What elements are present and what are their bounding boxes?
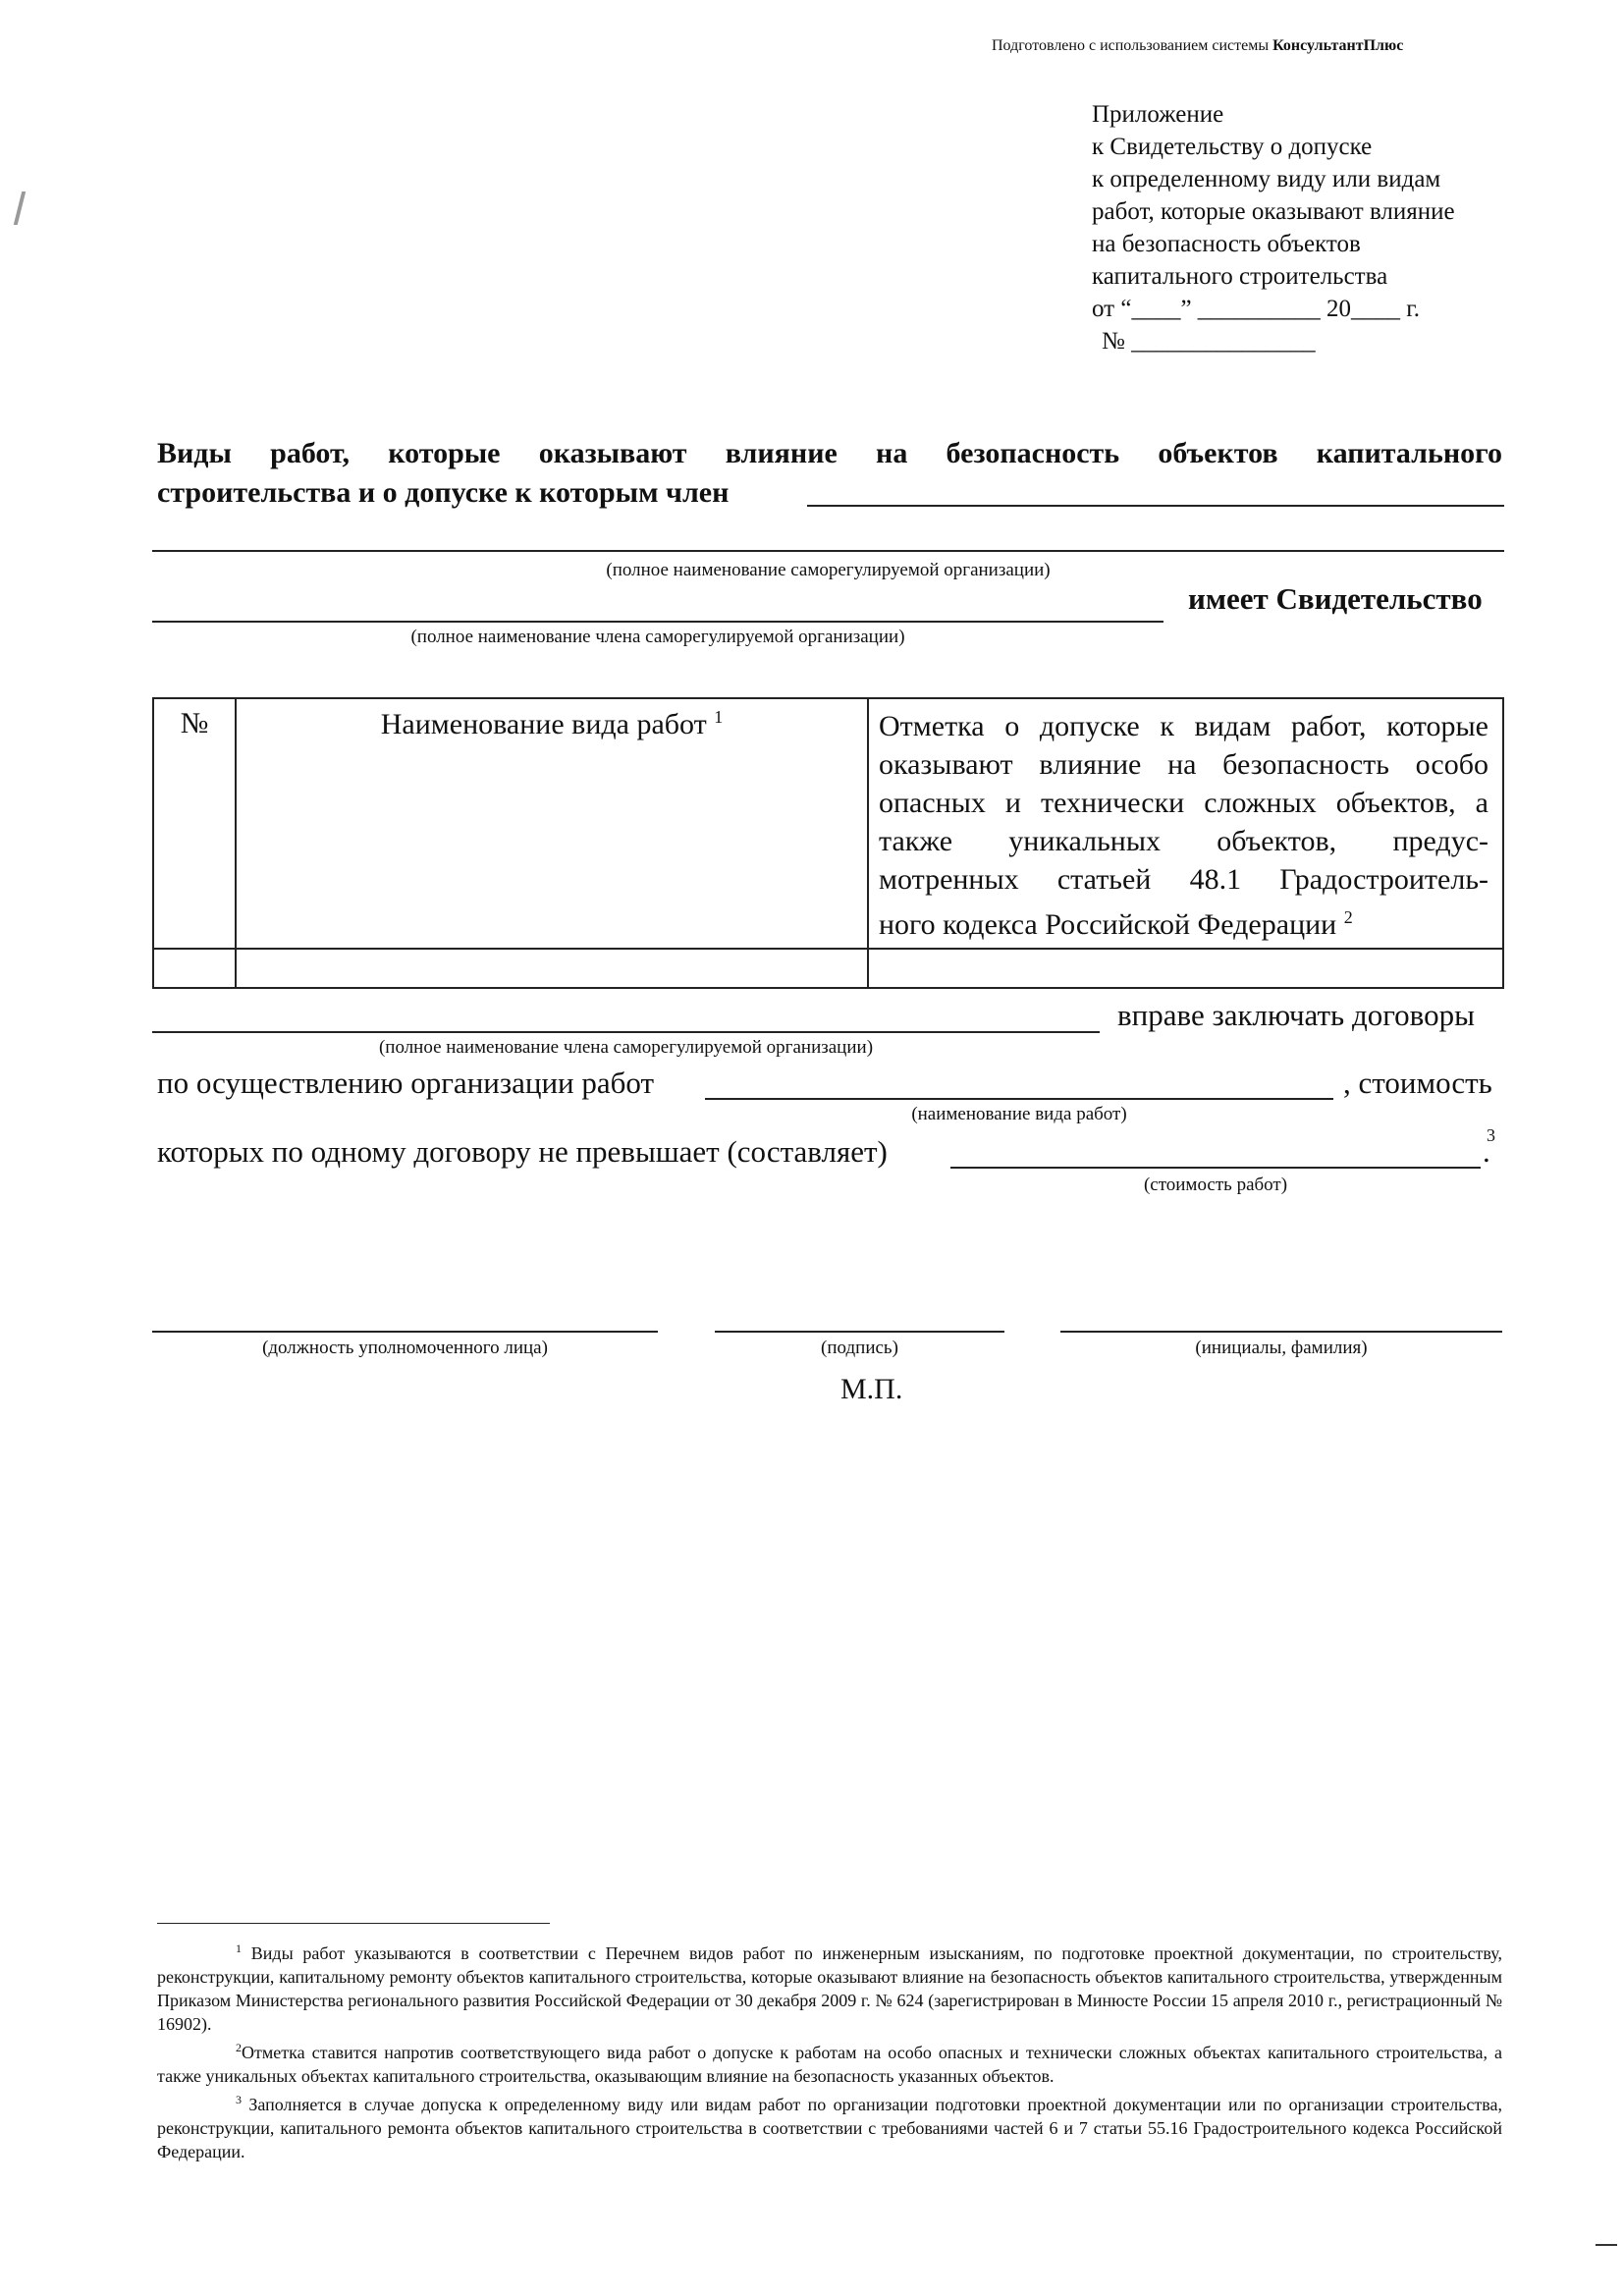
empty-cell-name [236,949,868,988]
consultant-header-note [992,37,1403,55]
position-line [152,1331,658,1333]
appendix-date-line: от “____” __________ 20____ г. [1092,296,1420,322]
scan-corner-mark [1596,2244,1617,2246]
footnote-text-3: Заполняется в случае допуска к определенному виду или видам работ по организации подготовки проектной документации или по организации строительства, реконструкции, капитального ремонта объектов капитального строительства в соответствии с требованиями частей 6 и 7 статьи 55.16 Градостроительного кодекса Российской Федерации. [157,2095,1502,2161]
organization-text: по осуществлению организации работ [157,1066,655,1100]
footnote-mark-1: 1 [236,1941,242,1955]
appendix-block [1092,98,1504,357]
col-mark-last-text: ного кодекса Российской Федерации [879,908,1337,941]
sro-name-line [152,550,1504,552]
appendix-line: работ, которые оказывают влияние [1092,198,1455,225]
empty-cell-mark [868,949,1503,988]
title-line-2: строительства и о допуске к которым член [157,476,730,509]
appendix-line: к Свидетельству о допуске [1092,134,1373,160]
col-mark-line: мотренных статьей 48.1 Градостроитель- [879,863,1488,896]
not-exceed-text: которых по одному договору не превышает (составляет) [157,1134,888,1169]
footnote-ref-3: 3 [1487,1125,1495,1145]
may-conclude-text: вправе заключать договоры [1117,998,1475,1032]
appendix-number-line: № _______________ [1102,328,1316,355]
appendix-line: капитального строительства [1092,263,1388,290]
title-line-1: Виды работ, которые оказывают влияние на безопасность объектов капитального [157,437,1502,469]
col-mark-line: Отметка о допуске к видам работ, которые [879,710,1488,742]
col-mark-last-line [879,899,1488,944]
cost-line [950,1167,1481,1169]
scan-margin-mark [14,191,26,225]
member-name-line-2 [152,1031,1100,1033]
col-number-header: № [153,698,236,949]
works-table [152,697,1504,989]
col-name-header [236,698,868,949]
signature-line [715,1331,1004,1333]
col-name-label: Наименование вида работ [380,708,707,740]
footnote-mark-2: 2 [236,2041,242,2054]
signature-caption: (подпись) [821,1338,898,1358]
footnote-1 [157,1937,1502,2036]
footnote-mark-3: 3 [236,2093,242,2106]
end-dot: . [1483,1134,1490,1169]
appendix-line: на безопасность объектов [1092,231,1361,257]
col-mark-line: также уникальных объектов, предус- [879,825,1488,857]
member-name-caption: (полное наименование члена саморегулируемой организации) [410,627,905,647]
footnotes [157,1937,1502,2163]
footnote-2 [157,2036,1502,2088]
initials-line [1060,1331,1502,1333]
has-certificate-text: имеет Свидетельство [1188,581,1483,616]
cost-suffix-text: , стоимость [1343,1066,1492,1100]
table-header-row [153,698,1503,949]
stamp-place: М.П. [840,1373,903,1405]
col-mark-header [868,698,1503,949]
work-type-line [705,1098,1333,1100]
footnote-text-1: Виды работ указываются в соответствии с Перечнем видов работ по инженерным изысканиям, по подготовке проектной документации, по строительству, реконструкции, капитальному ремонту объектов капитального строительства, которые оказывают влияние на безопасность объектов капитального строительства, утвержденным Приказом Министерства регионального развития Российской Федерации от 30 декабря 2009 г. № 624 (зарегистрирован в Минюсте России 15 апреля 2010 г., регистрационный № 16902). [157,1943,1502,2034]
empty-cell-number [153,949,236,988]
footnote-text-2: Отметка ставится напротив соответствующего вида работ о допуске к работам на особо опасных и технически сложных объектах капитального строительства, а также уникальных объектах капитального строительства, оказывающим влияние на безопасность указанных объектов. [157,2043,1502,2086]
table-empty-row [153,949,1503,988]
member-name-caption-2: (полное наименование члена саморегулируемой организации) [378,1037,874,1058]
cost-caption: (стоимость работ) [1143,1175,1288,1195]
initials-caption: (инициалы, фамилия) [1195,1338,1368,1358]
header-prefix: Подготовлено с использованием системы [992,37,1270,54]
footnote-ref-2: 2 [1343,907,1353,927]
document-title [157,434,1502,513]
appendix-line: к определенному виду или видам [1092,166,1441,192]
member-blank-line [807,505,1504,507]
col-mark-line: оказывают влияние на безопасность особо [879,748,1488,781]
position-caption: (должность уполномоченного лица) [262,1338,548,1358]
sro-name-caption: (полное наименование саморегулируемой организации) [606,560,1051,580]
header-brand: КонсультантПлюс [1272,37,1404,54]
work-type-caption: (наименование вида работ) [911,1104,1127,1124]
footnote-3 [157,2088,1502,2163]
appendix-line: Приложение [1092,101,1224,128]
footnote-separator [157,1923,550,1924]
footnote-ref-1: 1 [714,707,724,727]
member-name-line [152,621,1163,623]
col-mark-line: опасных и технически сложных объектов, а [879,787,1488,819]
